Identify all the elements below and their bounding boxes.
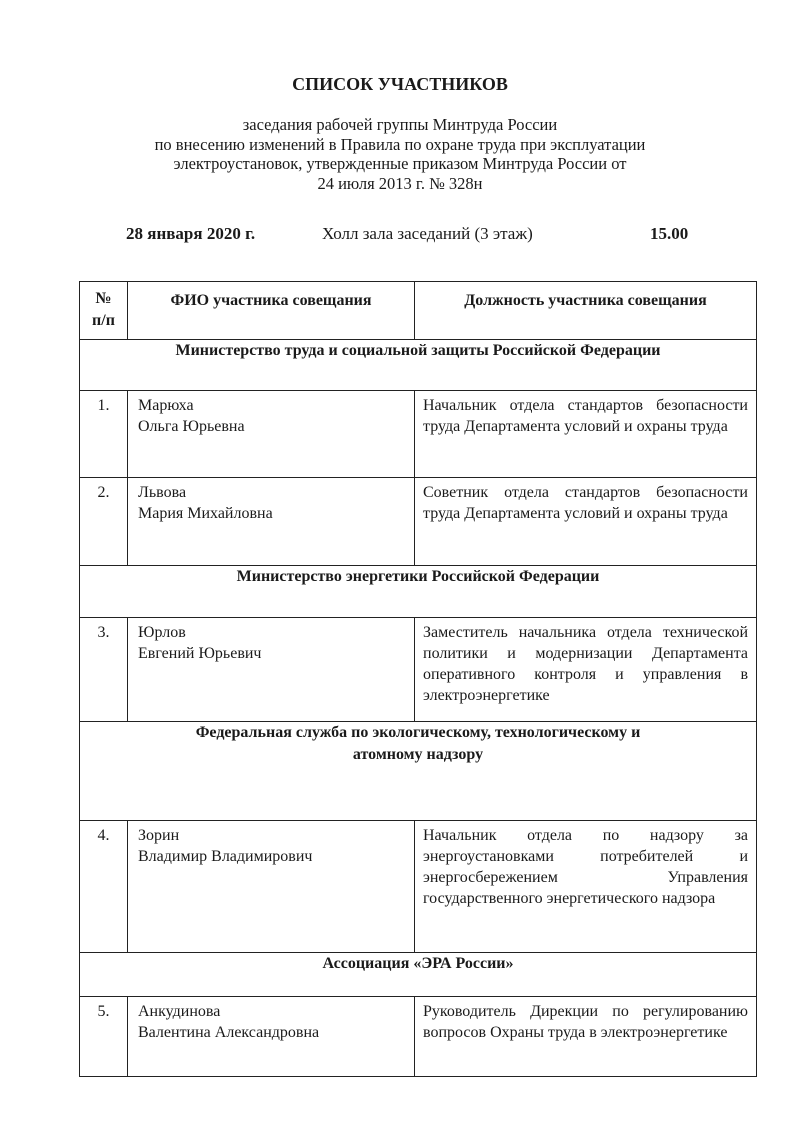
row-position: Заместитель начальника отдела технической политики и модернизации Департамента оперативного контроля и управления в электроэнергетике — [423, 624, 748, 704]
row-position: Советник отдела стандартов безопасности труда Департамента условий и охраны труда — [423, 484, 748, 522]
header-position-label: Должность участника совещания — [464, 292, 707, 309]
row-position-cell — [415, 997, 757, 1077]
row-last-name: Зорин — [138, 827, 180, 844]
table-row — [80, 478, 757, 566]
row-num: 5. — [97, 1003, 110, 1020]
section-row — [80, 340, 757, 391]
section-title — [80, 722, 757, 821]
document-title: СПИСОК УЧАСТНИКОВ — [292, 74, 508, 94]
row-fio-cell — [128, 997, 415, 1077]
row-position: Начальник отдела стандартов безопасности труда Департамента условий и охраны труда — [423, 397, 748, 435]
document-subtitle — [100, 115, 700, 193]
table-header-row — [80, 282, 757, 340]
subtitle-line: 24 июля 2013 г. № 328н — [317, 173, 483, 193]
row-first-name: Валентина Александровна — [138, 1024, 320, 1041]
row-first-name: Ольга Юрьевна — [138, 418, 245, 435]
table-row — [80, 618, 757, 722]
meeting-date: 28 января 2020 г. — [126, 224, 256, 243]
table-row — [80, 391, 757, 478]
row-fio-cell — [128, 391, 415, 478]
row-num-cell — [80, 821, 128, 953]
section-title: Министерство труда и социальной защиты Российской Федерации — [80, 340, 757, 391]
table-row — [80, 997, 757, 1077]
row-num: 2. — [97, 484, 110, 501]
row-position-cell — [415, 391, 757, 478]
meeting-place: Холл зала заседаний (3 этаж) — [322, 224, 533, 243]
row-first-name: Евгений Юрьевич — [138, 645, 262, 662]
row-num-cell — [80, 478, 128, 566]
row-first-name: Мария Михайловна — [138, 505, 273, 522]
row-num-cell — [80, 997, 128, 1077]
row-num: 4. — [97, 827, 110, 844]
subtitle-line: по внесению изменений в Правила по охране труда при эксплуатации — [154, 134, 646, 154]
header-position — [415, 282, 757, 340]
section-title: Министерство энергетики Российской Федерации — [80, 566, 757, 618]
header-num-line: № — [95, 290, 112, 307]
section-title-line: атомному надзору — [352, 746, 484, 763]
row-first-name: Владимир Владимирович — [138, 848, 313, 865]
row-num-cell — [80, 618, 128, 722]
row-position: Начальник отдела по надзору за энергоустановками потребителей и энергосбережением Управления государственного энергетического надзора — [423, 827, 748, 907]
row-num-cell — [80, 391, 128, 478]
header-fio-label: ФИО участника совещания — [170, 292, 372, 309]
row-last-name: Юрлов — [138, 624, 186, 641]
table-row — [80, 821, 757, 953]
header-num — [80, 282, 128, 340]
header-num-line: п/п — [92, 312, 115, 329]
section-title-line: Федеральная служба по экологическому, технологическому и — [195, 724, 641, 741]
section-row — [80, 566, 757, 618]
section-title: Ассоциация «ЭРА России» — [80, 953, 757, 997]
header-fio — [128, 282, 415, 340]
subtitle-line: электроустановок, утвержденные приказом Минтруда России от — [173, 154, 627, 173]
row-position-cell — [415, 478, 757, 566]
row-num: 3. — [97, 624, 110, 641]
row-num: 1. — [97, 397, 110, 414]
row-last-name: Львова — [138, 484, 187, 501]
row-position-cell — [415, 618, 757, 722]
row-fio-cell — [128, 478, 415, 566]
meeting-time: 15.00 — [650, 224, 689, 243]
row-fio-cell — [128, 821, 415, 953]
participants-table — [79, 281, 757, 1077]
section-row — [80, 953, 757, 997]
subtitle-line: заседания рабочей группы Минтруда России — [242, 115, 558, 134]
section-row — [80, 722, 757, 821]
row-last-name: Марюха — [138, 397, 194, 414]
row-last-name: Анкудинова — [138, 1003, 221, 1020]
row-position: Руководитель Дирекции по регулированию вопросов Охраны труда в электроэнергетике — [423, 1003, 748, 1041]
row-fio-cell — [128, 618, 415, 722]
row-position-cell — [415, 821, 757, 953]
